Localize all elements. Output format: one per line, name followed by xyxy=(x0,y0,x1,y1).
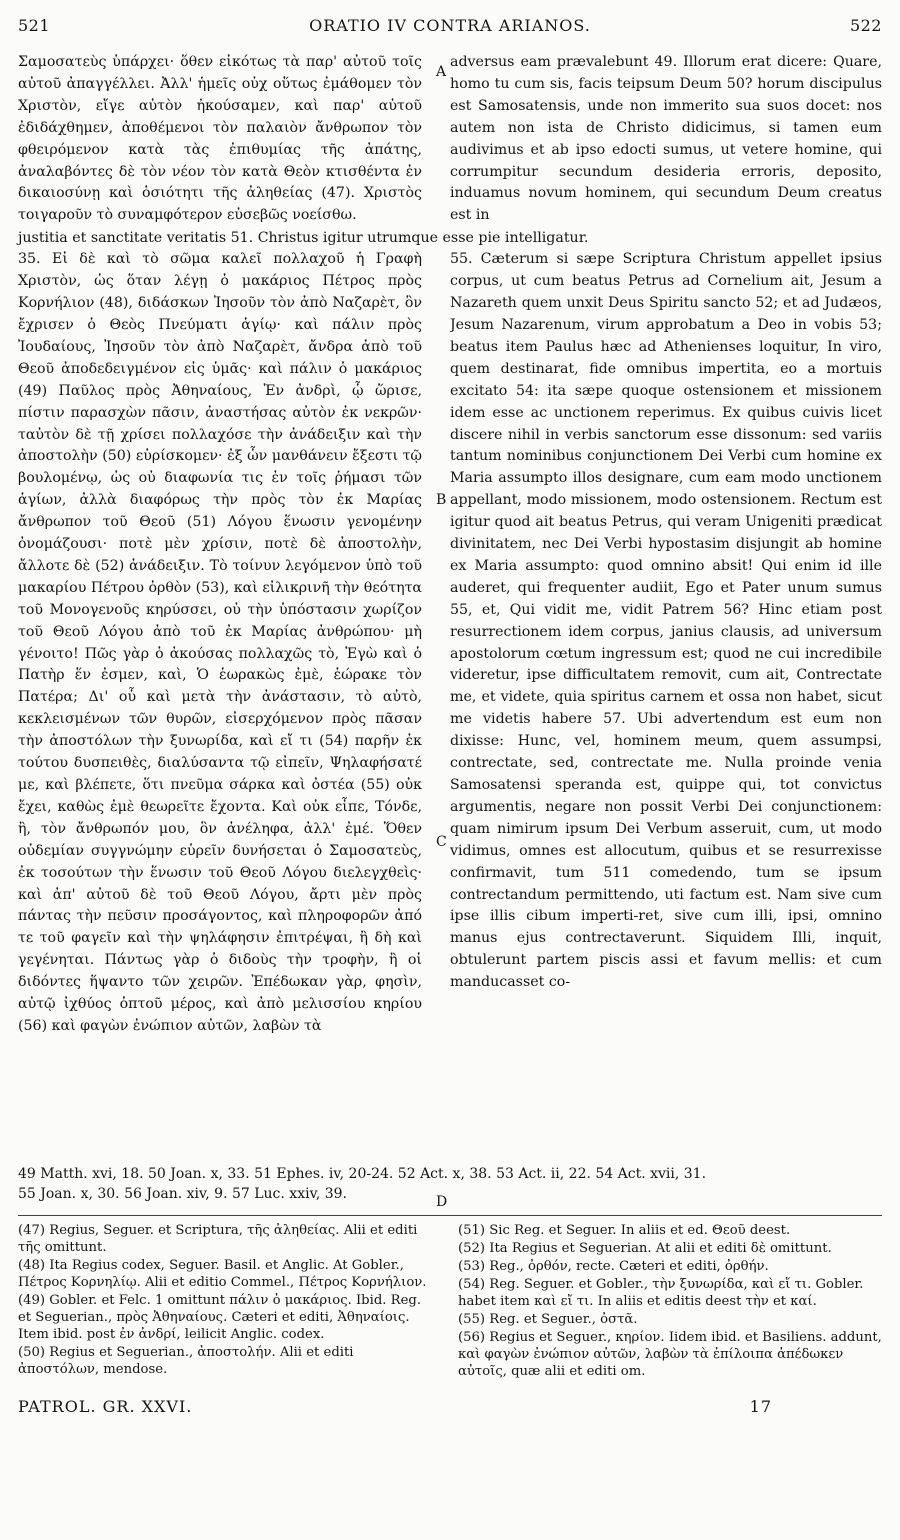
greek-column xyxy=(18,52,422,227)
page-footer xyxy=(18,1397,882,1416)
latin-paragraph: 55. Cæterum si sæpe Scriptura Christum appellet ipsius corpus, ut cum beatus Petrus ad Cornelium ait, Jesum a Nazareth quem unxit Deus Spiritu sancto 52; et ad Judæos, Jesum Nazarenum, virum approbatum a Deo in vobis 53; beatus item Paulus hæc ad Athenienses loquitur, In viro, quem destinarat, fide omnibus impertita, eo a mortuis excitato 54: ita sæpe quoque ostensionem et missionem idem esse ac unctionem reperimus. Ex quibus cuivis licet discere nihil in verbis sanctorum esse dissonum: sed variis tantum nominibus conjunctionem Dei Verbi cum homine ex Maria assumpto illos designare, cum eam modo unctionem appellant, modo missionem, modo ostensionem. Rectum est igitur quod ait beatus Petrus, qui veram Unigeniti prædicat divinitatem, nec Dei Verbi hypostasim disjungit ab homine ex Maria assumpto: quod omnino absit! Qui enim id ille auderet, qui frequenter audiit, Ego et Pater unum sumus 55, et, Qui vidit me, vidit Patrem 56? Hinc etiam post resurrectionem idem corpus, janius clausis, ad universum apostolorum cœtum ingressum est; quod ne cui incredibile videretur, ipse difficultatem removit, cum ait, Contrectate me, et videte, quia spiritus carnem et ossa non habet, sicut me videtis habere 57. Ubi advertendum est eum non dixisse: Hunc, vel, hominem meum, quem assumpsi, contrectate, sed, contrectate me. Nulla proinde venia Samosatensi speranda est, quippe qui, tot convictus argumentis, negare non possit Verbi Dei conjunctionem: quam nimirum ipsum Dei Verbum asseruit, cum, ut modo vidimus, omnes est allocutum, quibus et se resurrexisse confirmavit, tum 511 comedendo, tum se ipsum contrectandum permittendo, uti factum est. Nam sive cum ipse illis cibum imperti-ret, sive cum illi, ipsi, omnino manus ejus contrectaverunt. Siquidem Illi, inquit, obtulerunt partem piscis assi et favum mellis: et cum manducasset co- xyxy=(450,251,882,991)
series-signature: PATROL. GR. XXVI. xyxy=(18,1397,193,1417)
variant-notes xyxy=(18,1215,882,1381)
variant-note: (50) Regius et Seguerian., ἀποστολήν. Alii et editi ἀποστόλων, mendose. xyxy=(18,1345,354,1378)
page xyxy=(18,16,882,1524)
variant-note: (53) Reg., ὀρθόν, recte. Cæteri et editi, ὀρθήν. xyxy=(458,1259,769,1275)
margin-letter-b: B xyxy=(436,492,447,508)
left-page-number: 521 xyxy=(18,16,51,35)
variant-note: (52) Ita Regius et Seguerian. At alii et editi δὲ omittunt. xyxy=(458,1241,832,1257)
transition-line: justitia et sanctitate veritatis 51. Christus igitur utrumque esse pie intelligatur. xyxy=(18,230,589,247)
greek-paragraph: 35. Εἰ δὲ καὶ τὸ σῶμα καλεῖ πολλαχοῦ ἡ Γραφὴ Χριστὸν, ὡς ὅταν λέγῃ ὁ μακάριος Πέτρος πρὸς Κορνήλιον (48), διδάσκων Ἰησοῦν τὸν ἀπὸ Ναζαρὲτ, ὃν ἔχρισεν ὁ Θεὸς Πνεύματι ἁγίῳ· καὶ πάλιν πρὸς Ἰουδαίους, Ἰησοῦν τὸν ἀπὸ Ναζαρὲτ, ἄνδρα ἀπὸ τοῦ Θεοῦ ἀποδεδειγμένον εἰς ὑμᾶς· καὶ πάλιν ὁ μακάριος (49) Παῦλος πρὸς Ἀθηναίους, Ἐν ἀνδρὶ, ᾧ ὥρισε, πίστιν παρασχὼν πᾶσιν, ἀναστήσας αὐτὸν ἐκ νεκρῶν· ταὐτὸν δὲ τῇ χρίσει πολλαχόσε τὴν ἀνάδειξιν καὶ τὴν ἀποστολὴν (50) εὑρίσκομεν· ἐξ ὧν μανθάνειν ἔξεστι τῷ βουλομένῳ, ὡς οὐ διαφωνία τις ἐν τοῖς ῥήμασι τῶν ἁγίων, ἀλλὰ διαφόρως τὴν πρὸς τὸν ἐκ Μαρίας ἄνθρωπον τοῦ Θεοῦ (51) Λόγου ἕνωσιν γενομένην ὀνομάζουσι· ποτὲ μὲν χρίσιν, ποτὲ δὲ ἀποστολὴν, ἄλλοτε δὲ (52) ἀνάδειξιν. Τὸ τοίνυν λεγόμενον ὑπὸ τοῦ μακαρίου Πέτρου ὀρθὸν (53), καὶ εἰλικρινῆ τὴν θεότητα τοῦ Μονογενοῦς κηρύσσει, οὐ τὴν ὑπόστασιν χωρίζον τοῦ Θεοῦ Λόγου ἀπὸ τοῦ ἐκ Μαρίας ἀνθρώπου· μὴ γένοιτο! Πῶς γὰρ ὁ ἀκούσας πολλαχῶς τὸ, Ἐγὼ καὶ ὁ Πατὴρ ἕν ἐσμεν, καὶ, Ὁ ἑωρακὼς ἐμὲ, ἑώρακε τὸν Πατέρα; Δι' οὗ καὶ μετὰ τὴν ἀνάστασιν, τὸ αὐτὸ, κεκλεισμένων τῶν θυρῶν, εἰσερχόμενον πρὸς πᾶσαν τὴν ἀποστόλων τὴν ξυνωρίδα, καὶ εἴ τι (54) παρῆν ἐκ τούτου δυσπειθὲς, διαλύσαντα τῷ εἰπεῖν, Ψηλαφήσατέ με, καὶ βλέπετε, ὅτι πνεῦμα σάρκα καὶ ὀστέα (55) οὐκ ἔχει, καθὼς ἐμὲ θεωρεῖτε ἔχοντα. Καὶ οὐκ εἶπε, Τόνδε, ἢ, τὸν ἄνθρωπόν μου, ὃν ἀνέληφα, ἀλλ' ἐμέ. Ὅθεν οὐδεμίαν συγγνώμην εὑρεῖν δυνήσεται ὁ Σαμοσατεὺς, ἐκ τοσούτων τὴν ἕνωσιν τοῦ Θεοῦ Λόγου διελεγχθεὶς· καὶ ἀπ' αὐτοῦ δὲ τοῦ Θεοῦ Λόγου, ἄρτι μὲν πρὸς πάντας τὴν πεῦσιν προσάγοντος, καὶ πληροφορῶν ἀπό τε τοῦ φαγεῖν καὶ τὴν ψηλάφησιν ἐπιτρέψαι, ἢ δὴ καὶ γεγένηται. Πάντως γὰρ ὁ διδοὺς τὴν τροφὴν, ἢ οἱ διδόντες ἥψαντο τῶν χειρῶν. Ἐπέδωκαν γὰρ, φησὶν, αὐτῷ ἰχθύος ὀπτοῦ μέρος, καὶ ἀπὸ μελισσίου κηρίου (56) καὶ φαγὼν ἐνώπιον αὐτῶν, λαβὼν τὰ xyxy=(18,251,422,1034)
variant-note: (54) Reg. Seguer. et Gobler., τὴν ξυνωρίδα, καὶ εἴ τι. Gobler. habet item καὶ εἴ τι. In aliis et editis deest τὴν et καί. xyxy=(458,1277,864,1310)
running-header xyxy=(18,16,882,52)
margin-letter-c: C xyxy=(436,834,447,850)
variant-note: (49) Gobler. et Felc. 1 omittunt πάλιν ὁ μακάριος. Ibid. Reg. et Seguerian., πρὸς Ἀθηναίους. Cæteri et editi, Ἀθηναίοις. Item ibid. post ἐν ἀνδρί, leilicit Anglic. codex. xyxy=(18,1293,422,1343)
variant-note: (56) Regius et Seguer., κηρίον. Iidem ibid. et Basiliens. addunt, καὶ φαγὼν ἐνώπιον αὐτῶν, λαβὼν τὰ ἐπίλοιπα ἀπέδωκεν αὐτοῖς, quæ alii et editi om. xyxy=(458,1330,882,1380)
latin-paragraph: adversus eam prævalebunt 49. Illorum erat dicere: Quare, homo tu cum sis, facis teipsum Deum 50? horum discipulus est Samosatensis, unde non immerito sua suos docet: nos autem non ista de Christo didicimus, si tamen eum audivimus et ab ipso edocti sumus, ut vetere homine, qui corrumpitur secundum desideria erroris, deposito, induamus novum hominem, qui secundum Deum creatus est in xyxy=(450,54,882,224)
greek-paragraph: Σαμοσατεὺς ὑπάρχει· ὅθεν εἰκότως τὰ παρ' αὐτοῦ τοῖς αὐτοῦ ἀπαγγέλλει. Ἀλλ' ἡμεῖς οὐχ οὕτως ἐμάθομεν τὸν Χριστὸν, εἴγε αὐτὸν ἠκούσαμεν, καὶ παρ' αὐτοῦ ἐδιδάχθημεν, ἀποθέμενοι τὸν παλαιὸν ἄνθρωπον τὸν φθειρόμενον κατὰ τὰς ἐπιθυμίας τῆς ἀπάτης, ἀναλαβόντες δὲ τὸν νέον τὸν κατὰ Θεὸν κτισθέντα ἐν δικαιοσύνῃ καὶ ὁσιότητι τῆς ἀληθείας (47). Χριστὸς τοιγαροῦν τὸ συναμφότερον εὐσεβῶς νοείσθω. xyxy=(18,54,422,224)
variant-notes-left xyxy=(18,1222,428,1381)
text-columns-second xyxy=(18,249,882,1151)
latin-column-paragraph-55 xyxy=(450,249,882,1151)
right-page-number: 522 xyxy=(849,16,882,35)
scripture-notes xyxy=(18,1165,882,1203)
margin-letter-a: A xyxy=(436,64,447,80)
variant-note: (47) Regius, Seguer. et Scriptura, τῆς ἀληθείας. Alii et editi τῆς omittunt. xyxy=(18,1223,418,1256)
scripture-note-line: 49 Matth. xvi, 18. 50 Joan. x, 33. 51 Ephes. iv, 20-24. 52 Act. x, 38. 53 Act. ii, 22. 54 Act. xvii, 31. xyxy=(18,1166,707,1183)
greek-column-paragraph-35 xyxy=(18,249,422,1151)
running-title: ORATIO IV CONTRA ARIANOS. xyxy=(309,16,591,35)
scripture-note-line: 55 Joan. x, 30. 56 Joan. xiv, 9. 57 Luc. xxiv, 39. xyxy=(18,1186,347,1203)
variant-note: (51) Sic Reg. et Seguer. In aliis et ed. Θεοῦ deest. xyxy=(458,1223,791,1239)
margin-letter-d: D xyxy=(436,1194,448,1210)
variant-note: (55) Reg. et Seguer., ὀστᾶ. xyxy=(458,1312,638,1328)
variant-notes-right xyxy=(458,1222,882,1381)
variant-note: (48) Ita Regius codex, Seguer. Basil. et Anglic. At Gobler., Πέτρος Κορνηλίῳ. Alii et editio Commel., Πέτρος Κορνήλιον. xyxy=(18,1258,427,1291)
latin-column xyxy=(450,52,882,227)
signature-number: 17 xyxy=(749,1397,772,1417)
